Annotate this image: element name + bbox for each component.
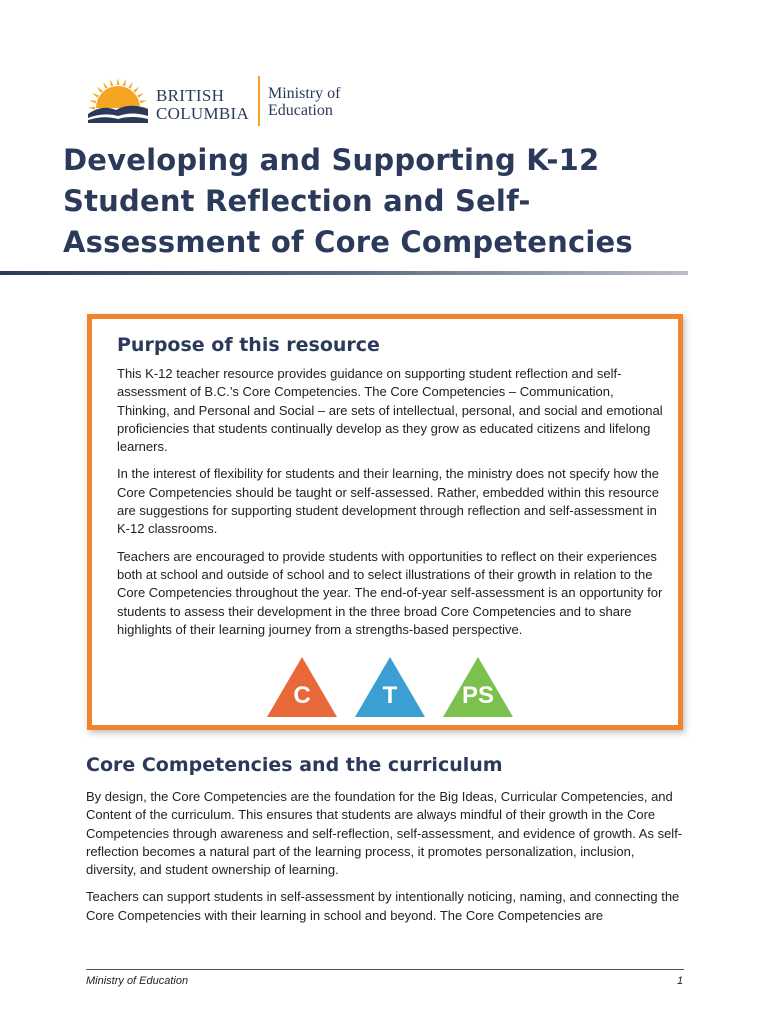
sun-ray (103, 82, 108, 89)
competency-triangles (267, 657, 527, 717)
ministry-name (268, 85, 340, 119)
header-logo-block (86, 74, 386, 130)
ministry-line-1: Ministry of (268, 85, 341, 102)
sun-ray (117, 78, 120, 85)
section-paragraph: By design, the Core Competencies are the foundation for the Big Ideas, Curricular Competencies, and Content of the curriculum. This ensures that students are always mindful of their growth in the Core Competencies through awareness and self-reflection, self-assessment, and evidence of growth. As self-reflection becomes a natural part of the learning process, it promotes personalization, inclusion, diversity, and student ownership of learning. (86, 789, 683, 878)
sun-ray (110, 79, 113, 86)
purpose-heading: Purpose of this resource (117, 334, 380, 356)
province-line-2: COLUMBIA (156, 104, 250, 123)
page-number: 1 (677, 975, 684, 987)
sun-ray (140, 100, 147, 103)
communication-label: C (293, 682, 311, 709)
purpose-paragraph: Teachers are encouraged to provide students with opportunities to reflect on their experiences both at school and outside of school and to select illustrations of their growth in relation to the Core Competencies throughout the year. The end-of-year self-assessment is an opportunity for students to assess their development in the three broad Core Competencies and to share highlights of their learning journey from a strengths-based perspective. (117, 548, 663, 637)
sun-ray (137, 93, 144, 98)
sun-ray (97, 87, 103, 93)
thinking-label: T (382, 682, 398, 709)
personal-social-label: PS (461, 682, 494, 709)
section-paragraph: Teachers can support students in self-assessment by intentionally noticing, naming, and connecting the Core Competencies with their learning in school and beyond. The Core Competencies are (86, 889, 680, 923)
sun-ray (123, 79, 126, 86)
sun-ray (89, 100, 96, 103)
province-name (156, 87, 249, 123)
logo-divider (258, 76, 260, 126)
section-heading: Core Competencies and the curriculum (86, 754, 503, 776)
bc-sun-mountain-logo-icon (86, 78, 150, 124)
title-divider (0, 271, 688, 275)
purpose-body (117, 365, 667, 648)
document-title: Developing and Supporting K-12 Student Reflection and Self-Assessment of Core Competencies (63, 143, 633, 259)
ministry-line-2: Education (268, 102, 333, 119)
sun-ray (128, 82, 133, 89)
sun-ray (88, 107, 95, 110)
sun-ray (92, 93, 99, 98)
footer-ministry: Ministry of Education (86, 975, 189, 987)
province-line-1: BRITISH (156, 86, 225, 105)
purpose-paragraph: This K-12 teacher resource provides guidance on supporting student reflection and self-assessment of B.C.’s Core Competencies. The Core Competencies – Communication, Thinking, and Personal and Social – are sets of intellectual, personal, and social and emotional proficiencies that students continually develop as they grow as educated citizens and lifelong learners. (117, 366, 663, 455)
section-body (86, 788, 686, 934)
purpose-callout-box (87, 314, 683, 730)
purpose-paragraph: In the interest of flexibility for students and their learning, the ministry does not specify how the Core Competencies should be taught or self-assessed. Rather, embedded within this resource are suggestions for supporting student development through reflection and self-assessment in K-12 classrooms. (117, 466, 659, 537)
sun-ray (133, 87, 139, 93)
footer-divider (86, 969, 684, 970)
